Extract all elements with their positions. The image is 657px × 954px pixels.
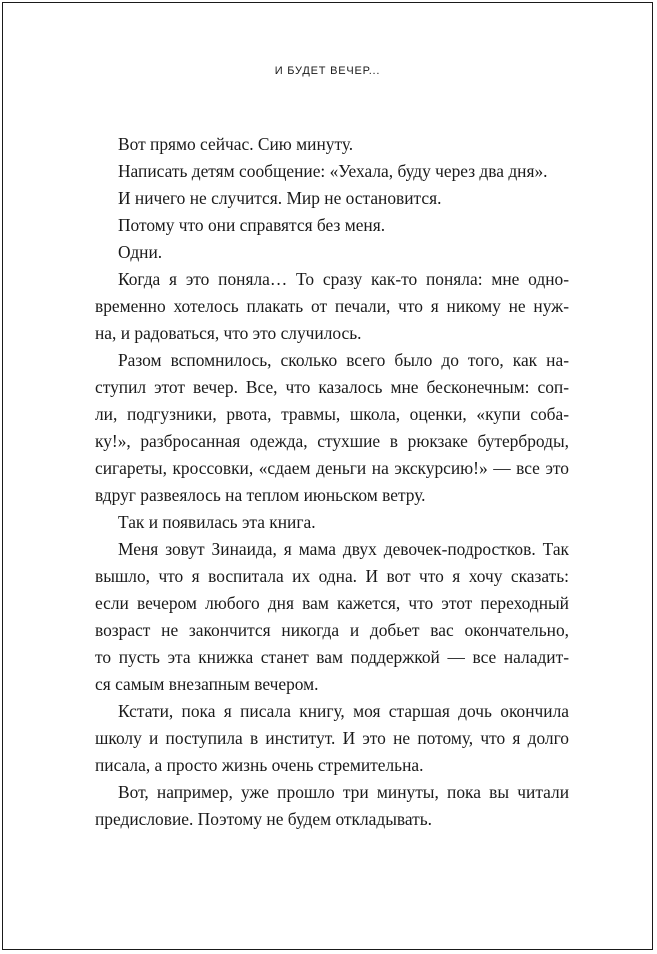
text-line: ли, подгузники, рвота, травмы, школа, оценки, «купи соба- bbox=[95, 404, 569, 424]
text-line: Одни. bbox=[118, 242, 163, 262]
running-head: И БУДЕТ ВЕЧЕР... bbox=[274, 65, 381, 77]
text-line: если вечером любого дня вам кажется, что этот переходный bbox=[95, 593, 569, 613]
text-line: Потому что они справятся без меня. bbox=[118, 215, 386, 235]
text-line: сигареты, кроссовки, «сдаем деньги на экскурсию!» — все это bbox=[95, 458, 569, 478]
text-line: Когда я это поняла… То сразу как-то поняла: мне одно- bbox=[118, 269, 569, 289]
text-line: на, и радоваться, что это случилось. bbox=[95, 323, 362, 343]
text-line: писала, а просто жизнь очень стремительна. bbox=[95, 755, 424, 775]
text-line: то пусть эта книжка станет вам поддержкой — все наладит- bbox=[95, 647, 569, 667]
text-line: возраст не закончится никогда и добьет вас окончательно, bbox=[95, 620, 569, 640]
text-line: Вот, например, уже прошло три минуты, пока вы читали bbox=[118, 782, 569, 802]
text-line: Написать детям сообщение: «Уехала, буду через два дня». bbox=[118, 161, 548, 181]
text-line: предисловие. Поэтому не будем откладывать. bbox=[95, 809, 433, 829]
text-line: ку!», разбросанная одежда, стухшие в рюкзаке бутерброды, bbox=[95, 431, 569, 451]
text-line: Вот прямо сейчас. Сию минуту. bbox=[118, 134, 354, 154]
text-line: вдруг развеялось на теплом июньском ветру. bbox=[95, 485, 426, 505]
book-page bbox=[2, 2, 653, 950]
text-line: ступил этот вечер. Все, что казалось мне бесконечным: соп- bbox=[95, 377, 569, 397]
text-line: временно хотелось плакать от печали, что я никому не нуж- bbox=[95, 296, 569, 316]
text-line: Разом вспомнилось, сколько всего было до того, как на- bbox=[118, 350, 569, 370]
text-line: вышло, что я воспитала их одна. И вот что я хочу сказать: bbox=[95, 566, 569, 586]
text-line: И ничего не случится. Мир не остановится. bbox=[118, 188, 442, 208]
body-text bbox=[95, 131, 569, 833]
text-line: школу и поступила в институт. И это не потому, что я долго bbox=[95, 728, 569, 748]
text-line: Так и появилась эта книга. bbox=[118, 512, 316, 532]
text-line: Меня зовут Зинаида, я мама двух девочек-подростков. Так bbox=[118, 539, 569, 559]
text-line: Кстати, пока я писала книгу, моя старшая дочь окончила bbox=[118, 701, 569, 721]
text-line: ся самым внезапным вечером. bbox=[95, 674, 319, 694]
